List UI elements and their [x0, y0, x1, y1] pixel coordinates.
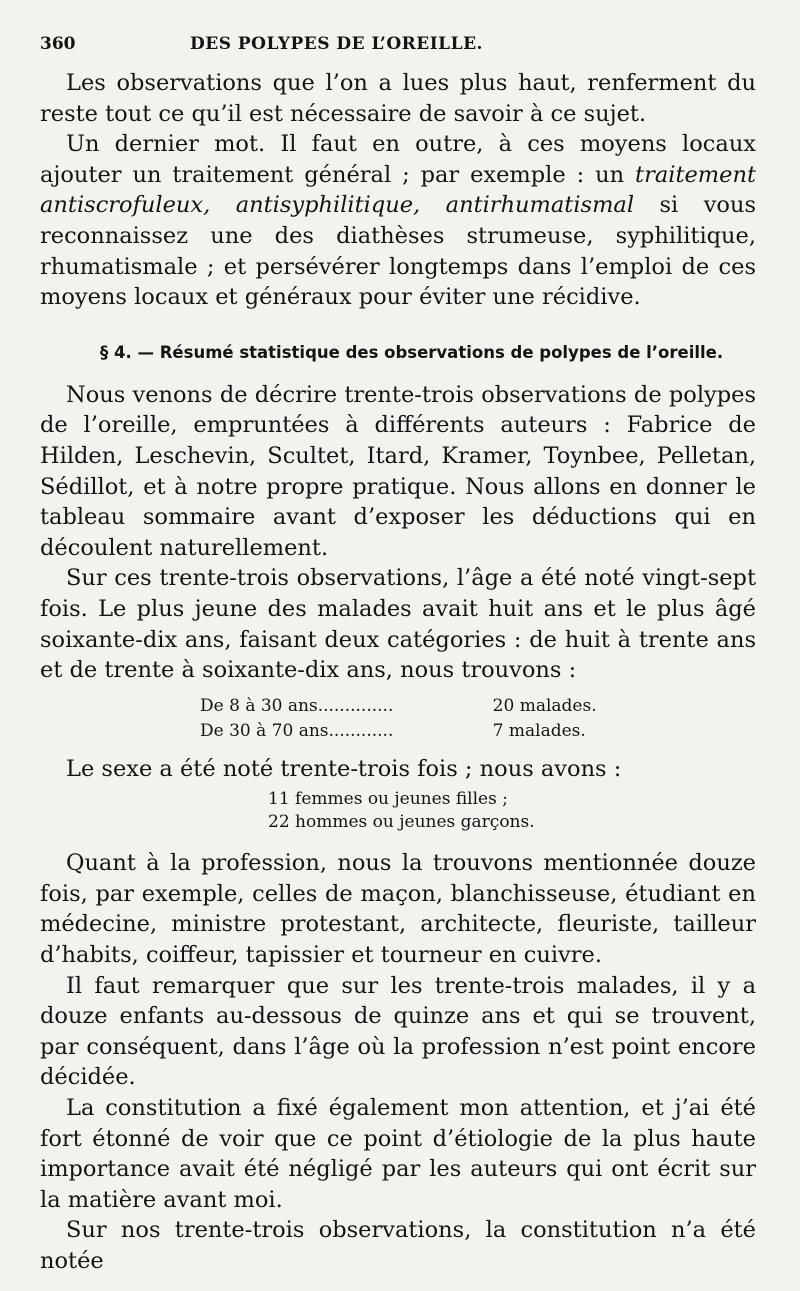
- running-head: DES POLYPES DE L’OREILLE.: [190, 34, 483, 54]
- paragraph-final: Sur nos trente-trois observations, la constitution n’a été notée: [40, 1217, 756, 1274]
- table-row: [200, 694, 650, 719]
- section-heading: § 4. — Résumé statistique des observations de polypes de l’oreille.: [100, 342, 724, 362]
- paragraph-observations: Les observations que l’on a lues plus haut, renferment du reste tout ce qu’il est nécessaire de savoir à ce sujet.: [40, 70, 756, 127]
- list-item: 11 femmes ou jeunes filles ;: [268, 789, 508, 810]
- paragraph-traitement-end: si vous reconnaissez une des diathèses strumeuse, syphilitique, rhumatismale ; et persévérer longtemps dans l’emploi de ces moyens locaux et généraux pour éviter une récidive.: [40, 192, 756, 311]
- age-table: [200, 694, 650, 744]
- paragraph-sexe: Le sexe a été noté trente-trois fois ; nous avons :: [66, 755, 622, 782]
- paragraph-traitement: [40, 129, 756, 313]
- list-item: 22 hommes ou jeunes garçons.: [268, 812, 535, 833]
- paragraph-profession: Quant à la profession, nous la trouvons mentionnée douze fois, par exemple, celles de maçon, blanchisseuse, étudiant en médecine, ministre protestant, architecte, fleuriste, tailleur d’habits, coiffeur, tapissier et tourneur en cuivre.: [40, 850, 756, 969]
- age-range-cell: De 8 à 30 ans..............: [200, 695, 394, 716]
- page-number: 360: [40, 34, 76, 54]
- paragraph-age: Sur ces trente-trois observations, l’âge a été noté vingt-sept fois. Le plus jeune des malades avait huit ans et le plus âgé soixante-dix ans, faisant deux catégories : de huit à trente ans et de trente à soixante-dix ans, nous trouvons :: [40, 565, 756, 684]
- paragraph-description: Nous venons de décrire trente-trois observations de polypes de l’oreille, empruntées à différents auteurs : Fabrice de Hilden, Leschevin, Scultet, Itard, Kramer, Toynbee, Pelletan, Sédillot, et à notre propre pratique. Nous allons en donner le tableau sommaire avant d’exposer les déductions qui en découlent naturellement.: [40, 381, 756, 561]
- paragraph-constitution: La constitution a fixé également mon attention, et j’ai été fort étonné de voir que ce point d’étiologie de la plus haute importance avait été négligé par les auteurs qui ont écrit sur la matière avant moi.: [40, 1095, 756, 1213]
- age-count-cell: 20 malades.: [492, 695, 597, 716]
- paragraph-enfants: Il faut remarquer que sur les trente-trois malades, il y a douze enfants au-dessous de quinze ans et qui se trouvent, par conséquent, dans l’âge où la profession n’est point encore décidée.: [40, 972, 756, 1091]
- age-range-cell: De 30 à 70 ans............: [200, 720, 394, 741]
- paragraph-traitement-start: Un dernier mot. Il faut en outre, à ces moyens locaux ajouter un traitement général ; par exemple : un: [40, 131, 756, 188]
- page-header: [40, 34, 756, 68]
- sex-list: [268, 788, 756, 834]
- paragraph-traitement-italic: traitement antiscrofuleux, antisyphilitique, antirhumatismal: [40, 161, 756, 219]
- table-row: [200, 719, 650, 744]
- age-count-cell: 7 malades.: [492, 720, 586, 741]
